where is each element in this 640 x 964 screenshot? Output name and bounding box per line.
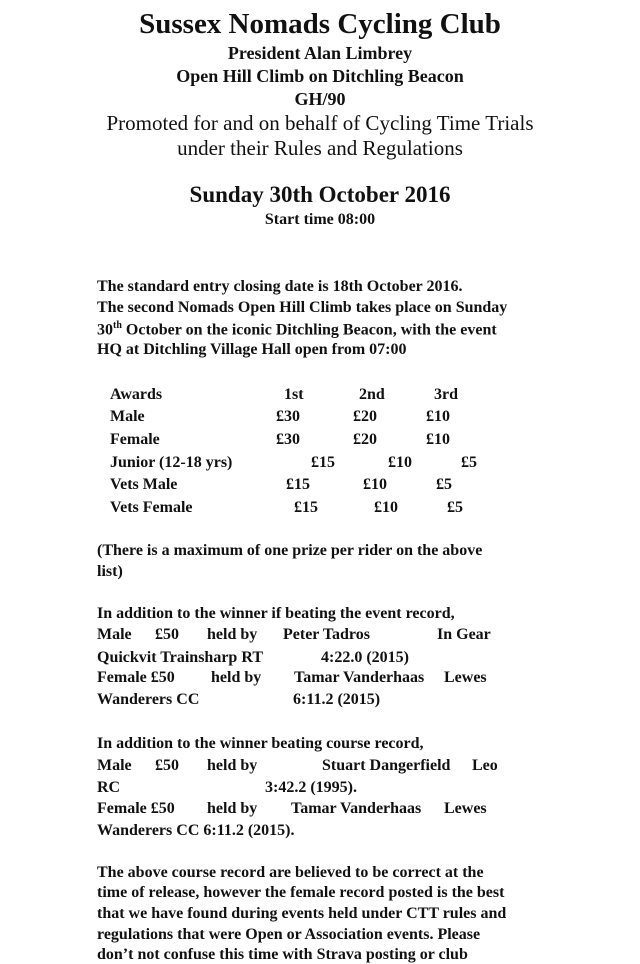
event-name: Open Hill Climb on Ditchling Beacon xyxy=(176,66,464,86)
event-record-male-club-a: In Gear xyxy=(437,626,491,643)
event-date: Sunday 30th October 2016 xyxy=(189,182,451,207)
disclaimer-line: don’t not confuse this time with Strava posting or club xyxy=(97,946,468,963)
disclaimer-line: time of release, however the female record posted is the best xyxy=(97,884,505,901)
disclaimer-line: The above course record are believed to be correct at the xyxy=(97,864,484,881)
event-record-male-held: held by xyxy=(207,626,258,643)
event-code: GH/90 xyxy=(294,89,346,109)
disclaimer-line: regulations that were Open or Association events. Please xyxy=(97,926,481,943)
intro-line-3-rest: October on the iconic Ditchling Beacon, with the event xyxy=(121,321,497,339)
event-record-male-prize: £50 xyxy=(155,626,179,643)
event-record-male-label: Male xyxy=(97,626,132,643)
promoted-line-1: Promoted for and on behalf of Cycling Time Trials xyxy=(106,111,534,135)
event-record-female-held: held by xyxy=(211,669,262,686)
awards-row-label: Junior (12-18 yrs) xyxy=(110,454,233,471)
awards-row-3rd: £5 xyxy=(461,454,477,471)
awards-header-label: Awards xyxy=(110,386,163,403)
awards-header-3rd: 3rd xyxy=(434,386,458,403)
awards-row-label: Vets Male xyxy=(110,476,178,493)
course-record-male-name: Stuart Dangerfield xyxy=(322,757,451,774)
event-record-male-time: 4:22.0 (2015) xyxy=(321,649,409,666)
event-record-female-label: Female £50 xyxy=(97,669,175,686)
event-record-female-club-a: Lewes xyxy=(444,669,487,686)
awards-row-3rd: £10 xyxy=(426,408,450,425)
event-record-male-name: Peter Tadros xyxy=(283,626,370,643)
course-record-male-time: 3:42.2 (1995). xyxy=(265,779,357,796)
course-record-female-line-2: Wanderers CC 6:11.2 (2015). xyxy=(97,822,295,839)
start-time: Start time 08:00 xyxy=(264,211,376,228)
awards-row-1st: £30 xyxy=(276,431,300,448)
awards-row-label: Male xyxy=(110,408,145,425)
course-record-female-name: Tamar Vanderhaas xyxy=(291,800,422,817)
intro-day: 30 xyxy=(97,321,113,339)
event-record-female-name: Tamar Vanderhaas xyxy=(294,669,425,686)
course-record-intro: In addition to the winner beating course record, xyxy=(97,735,424,752)
awards-row-2nd: £20 xyxy=(353,431,377,448)
president-line: President Alan Limbrey xyxy=(227,43,413,63)
course-record-female-club-a: Lewes xyxy=(444,800,487,817)
awards-row-3rd: £10 xyxy=(426,431,450,448)
prize-note-line-1: (There is a maximum of one prize per rider on the above xyxy=(97,542,483,559)
awards-header-2nd: 2nd xyxy=(359,386,385,403)
awards-row-3rd: £5 xyxy=(447,499,463,516)
awards-row-2nd: £10 xyxy=(388,454,412,471)
event-record-female-club-b: Wanderers CC xyxy=(97,691,200,708)
course-record-male-club-a: Leo xyxy=(472,757,498,774)
awards-row-label: Vets Female xyxy=(110,499,193,516)
course-record-female-label: Female £50 xyxy=(97,800,175,817)
awards-header-1st: 1st xyxy=(284,386,304,403)
intro-line-4: HQ at Ditchling Village Hall open from 07:00 xyxy=(97,341,407,358)
awards-row-1st: £30 xyxy=(276,408,300,425)
event-record-female-time: 6:11.2 (2015) xyxy=(293,691,381,708)
intro-line-2: The second Nomads Open Hill Climb takes place on Sunday xyxy=(97,299,508,316)
awards-row-1st: £15 xyxy=(286,476,310,493)
awards-row-2nd: £10 xyxy=(363,476,387,493)
awards-row-2nd: £20 xyxy=(353,408,377,425)
course-record-female-held: held by xyxy=(207,800,258,817)
event-record-intro: In addition to the winner if beating the event record, xyxy=(97,605,455,622)
intro-line-3 xyxy=(97,320,497,339)
course-record-male-label: Male xyxy=(97,757,132,774)
promoted-line-2: under their Rules and Regulations xyxy=(177,136,463,160)
awards-row-2nd: £10 xyxy=(374,499,398,516)
awards-row-1st: £15 xyxy=(311,454,335,471)
event-record-male-club-b: Quickvit Trainsharp RT xyxy=(97,649,263,666)
intro-day-suffix: th xyxy=(113,320,122,331)
course-record-male-prize: £50 xyxy=(155,757,179,774)
awards-row-3rd: £5 xyxy=(436,476,452,493)
disclaimer-line: that we have found during events held under CTT rules and xyxy=(97,905,507,922)
prize-note-line-2: list) xyxy=(97,563,123,580)
awards-row-1st: £15 xyxy=(294,499,318,516)
closing-date-line: The standard entry closing date is 18th October 2016. xyxy=(97,278,463,295)
course-record-male-held: held by xyxy=(207,757,258,774)
awards-row-label: Female xyxy=(110,431,160,448)
club-title: Sussex Nomads Cycling Club xyxy=(139,8,501,40)
course-record-male-club-b: RC xyxy=(97,779,121,796)
